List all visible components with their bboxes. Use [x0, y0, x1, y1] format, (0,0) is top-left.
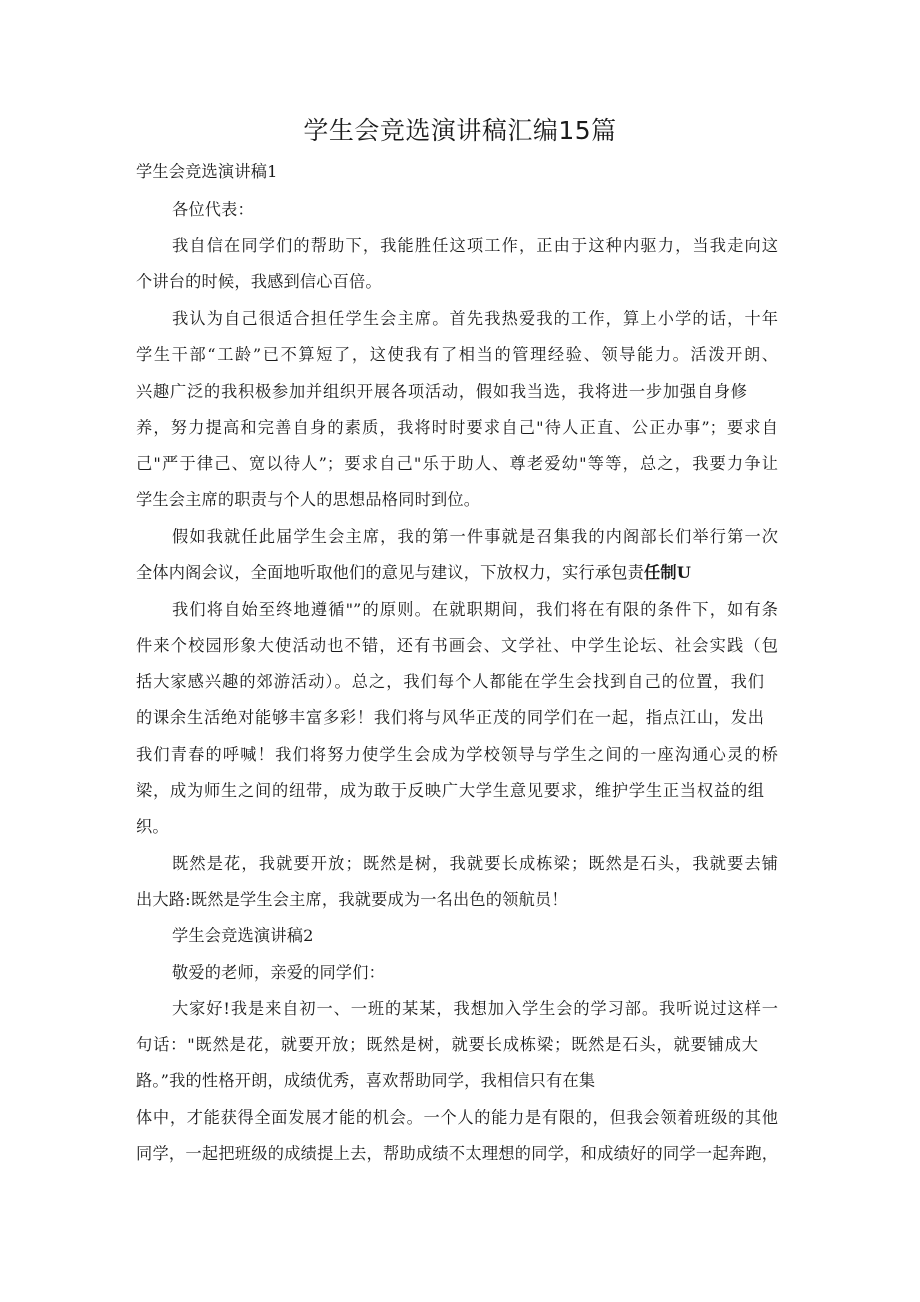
paragraph-line: 养，努力提高和完善自身的素质，我将时时要求自己"待人正直、公正办事”；要求自 — [136, 418, 778, 437]
paragraph-line: 路。”我的性格开朗，成绩优秀，喜欢帮助同学，我相信只有在集 — [136, 1071, 596, 1090]
document-title: 学生会竞选演讲稿汇编15篇 — [303, 116, 617, 145]
paragraph-line: 我认为自己很适合担任学生会主席。首先我热爱我的工作，算上小学的话，十年 — [172, 309, 778, 328]
paragraph-line: 大家好!我是来自初一、一班的某某，我想加入学生会的学习部。我听说过这样一 — [172, 999, 778, 1018]
paragraph-line: 个讲台的时候，我感到信心百倍。 — [136, 272, 382, 291]
paragraph-line: 我自信在同学们的帮助下，我能胜任这项工作，正由于这种内驱力，当我走向这 — [172, 236, 778, 255]
paragraph-text-tail: 任制U — [644, 563, 692, 582]
paragraph-line: 的课余生活绝对能够丰富多彩！我们将与风华正茂的同学们在一起，指点江山，发出 — [136, 708, 764, 727]
section-heading-2: 学生会竞选演讲稿2 — [172, 926, 314, 945]
paragraph-line — [136, 561, 691, 585]
paragraph-line: 出大路:既然是学生会主席，我就要成为一名出色的领航员！ — [136, 890, 568, 909]
paragraph-line: 同学，一起把班级的成绩提上去，帮助成绩不太理想的同学，和成绩好的同学一起奔跑， — [136, 1144, 778, 1163]
paragraph-line: 梁，成为师生之间的纽带，成为敢于反映广大学生意见要求，维护学生正当权益的组 — [136, 781, 764, 800]
paragraph-line: 括大家感兴趣的郊游活动）。总之，我们每个人都能在学生会找到自己的位置，我们 — [136, 672, 764, 691]
paragraph-line: 学生干部“工龄”已不算短了，这使我有了相当的管理经验、领导能力。活泼开朗、 — [136, 345, 778, 364]
paragraph-line: 织。 — [136, 817, 169, 836]
paragraph-line: 我们将自始至终地遵循"”的原则。在就职期间，我们将在有限的条件下，如有条 — [172, 600, 778, 619]
paragraph-line: 兴趣广泛的我积极参加并组织开展各项活动，假如我当选，我将进一步加强自身修 — [136, 382, 747, 401]
paragraph-line: 既然是花，我就要开放；既然是树，我就要长成栋梁；既然是石头，我就要去铺 — [172, 854, 778, 873]
paragraph-line: 体中，才能获得全面发展才能的机会。一个人的能力是有限的，但我会领着班级的其他 — [136, 1108, 778, 1127]
paragraph-line: 我们青春的呼喊！我们将努力使学生会成为学校领导与学生之间的一座沟通心灵的桥 — [136, 745, 778, 764]
paragraph-text: 全体内阁会议，全面地听取他们的意见与建议，下放权力，实行承包责 — [136, 563, 645, 582]
section-heading-1: 学生会竞选演讲稿1 — [136, 162, 278, 181]
paragraph-line: 句话："既然是花，就要开放；既然是树，就要长成栋梁；既然是石头，就要铺成大 — [136, 1035, 758, 1054]
paragraph-line: 件来个校园形象大使活动也不错，还有书画会、文学社、中学生论坛、社会实践（包 — [136, 636, 778, 655]
paragraph-line: 学生会主席的职责与个人的思想品格同时到位。 — [136, 490, 481, 509]
paragraph-line: 假如我就任此届学生会主席，我的第一件事就是召集我的内阁部长们举行第一次 — [172, 527, 778, 546]
greeting-1: 各位代表： — [172, 200, 254, 219]
greeting-2: 敬爱的老师，亲爱的同学们： — [172, 963, 386, 982]
paragraph-line: 己"严于律己、宽以待人”；要求自己"乐于助人、尊老爱幼"等等，总之，我要力争让 — [136, 454, 778, 473]
